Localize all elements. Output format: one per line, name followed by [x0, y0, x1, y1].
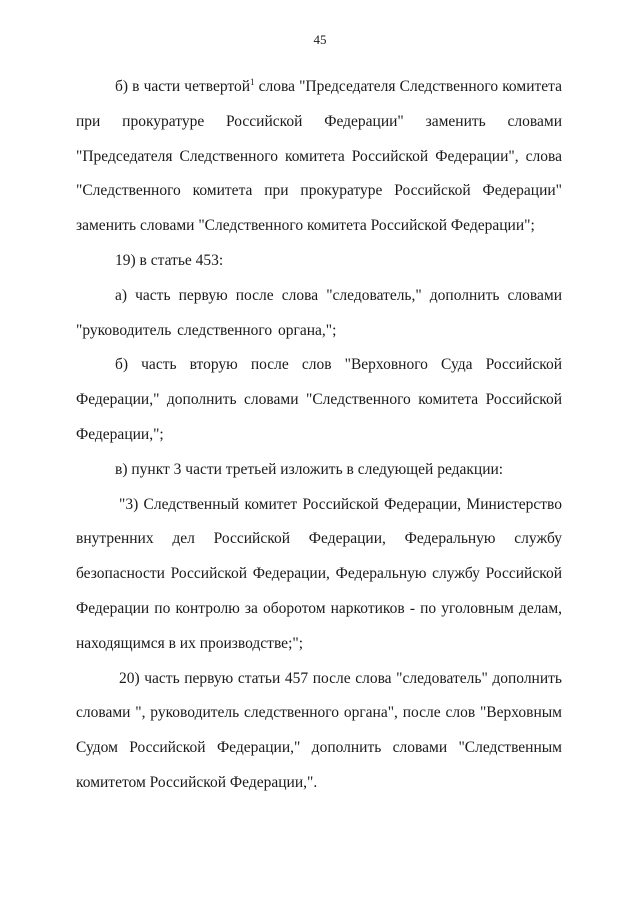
paragraph-20: 20) часть первую статьи 457 после слова "следователь" дополнить словами ", руководитель следственного органа", после слов "Верховным Судом Российской Федерации," дополнить словами "Следственным комитетом Российской Федерации,".	[76, 669, 562, 791]
paragraph-b-part-four	[76, 70, 562, 244]
paragraph-b-article-453: б) часть вторую после слов "Верховного Суда Российской Федерации," дополнить словами "Следственного комитета Российской Федерации,";	[76, 356, 562, 443]
footnote-marker: 1	[250, 77, 255, 87]
paragraph-b-part-four-start: б) в части четвертой	[115, 78, 251, 95]
paragraph-19: 19) в статье 453:	[115, 251, 224, 269]
paragraph-b-part-four-rest: слова "Председателя Следственного комитета при прокуратуре Российской Федерации" заменить словами "Председателя Следственного комитета Российской Федерации", слова "Следственного комитета при прокуратуре Российской Федерации" заменить словами "Следственного комитета Российской Федерации";	[76, 78, 562, 235]
paragraph-a-article-453: а) часть первую после слова "следователь," дополнить словами "руководитель следственного органа,";	[76, 286, 562, 339]
paragraph-v-article-453: в) пункт 3 части третьей изложить в следующей редакции:	[115, 460, 504, 478]
page-number: 45	[313, 32, 327, 47]
paragraph-new-item-3: "3) Следственный комитет Российской Федерации, Министерство внутренних дел Российской Федерации, Федеральную службу безопасности Российской Федерации, Федеральную службу Российской Федерации по контролю за оборотом наркотиков - по уголовным делам, находящимся в их производстве;";	[76, 495, 562, 652]
document-body	[76, 70, 562, 801]
